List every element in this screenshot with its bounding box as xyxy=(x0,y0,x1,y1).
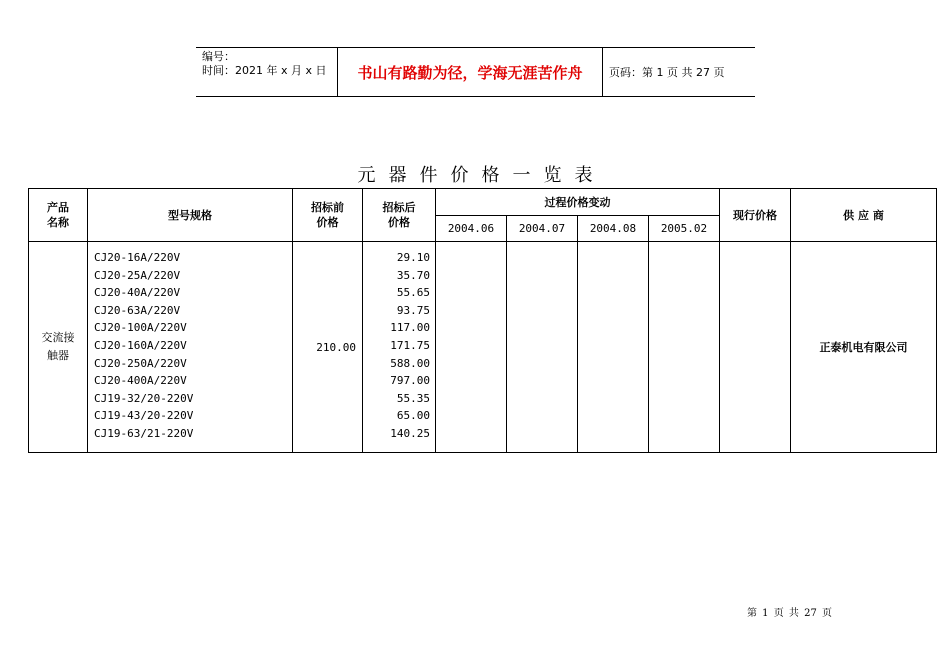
current-price-cell xyxy=(720,242,791,453)
post-bid-price-item: 93.75 xyxy=(396,303,430,317)
post-bid-price-item: 55.65 xyxy=(396,286,430,300)
header-meta xyxy=(196,48,338,96)
post-bid-text: 招标后 价格 xyxy=(382,201,416,229)
model-item: CJ20-400A/220V xyxy=(94,374,187,388)
category-cell xyxy=(29,242,88,453)
number-label: 编号： xyxy=(202,50,235,63)
price-table xyxy=(28,188,937,453)
header-pre-bid-price xyxy=(293,189,363,242)
period-header: 2004.06 xyxy=(436,216,507,242)
date-label: 时间：2021 年 x 月 x 日 xyxy=(202,64,327,77)
post-bid-price-item: 797.00 xyxy=(390,374,430,388)
model-item: CJ19-63/21-220V xyxy=(94,426,194,440)
document-header xyxy=(196,47,755,97)
page-footer: 第 1 页 共 27 页 xyxy=(747,608,832,619)
table-row xyxy=(29,242,937,453)
model-item: CJ20-25A/220V xyxy=(94,268,181,282)
post-bid-price-item: 171.75 xyxy=(390,338,430,352)
header-model-spec: 型号规格 xyxy=(88,189,293,242)
product-name-text: 产品 名称 xyxy=(47,201,69,229)
post-bid-price-item: 29.10 xyxy=(396,251,430,264)
motto: 书山有路勤为径，学海无涯苦作舟 xyxy=(338,48,603,96)
post-bid-price-item: 117.00 xyxy=(390,321,430,335)
category-text: 交流接 触器 xyxy=(41,331,75,362)
pre-bid-text: 招标前 价格 xyxy=(311,201,344,229)
price-2004-08-cell xyxy=(578,242,649,453)
post-bid-price-list xyxy=(363,242,436,453)
post-bid-price-item: 65.00 xyxy=(396,409,430,423)
model-item: CJ19-32/20-220V xyxy=(94,391,194,405)
price-2005-02-cell xyxy=(649,242,720,453)
header-price-changes: 过程价格变动 xyxy=(436,189,720,216)
model-list xyxy=(88,242,293,453)
model-item: CJ20-63A/220V xyxy=(94,303,181,317)
model-item: CJ20-160A/220V xyxy=(94,338,187,352)
header-product-name xyxy=(29,189,88,242)
header-current-price: 现行价格 xyxy=(720,189,791,242)
model-item: CJ19-43/20-220V xyxy=(94,409,194,423)
model-item: CJ20-100A/220V xyxy=(94,321,187,335)
post-bid-price-item: 55.35 xyxy=(396,391,430,405)
period-header: 2004.08 xyxy=(578,216,649,242)
model-item: CJ20-250A/220V xyxy=(94,356,187,370)
supplier-cell: 正泰机电有限公司 xyxy=(791,242,937,453)
model-item: CJ20-40A/220V xyxy=(94,286,181,300)
period-header: 2005.02 xyxy=(649,216,720,242)
page-title: 元器件价格一览表 xyxy=(357,165,606,186)
price-2004-07-cell xyxy=(507,242,578,453)
post-bid-price-item: 588.00 xyxy=(390,356,430,370)
pre-bid-price-cell: 210.00 xyxy=(293,242,363,453)
header-post-bid-price xyxy=(363,189,436,242)
price-2004-06-cell xyxy=(436,242,507,453)
post-bid-price-item: 35.70 xyxy=(396,268,430,282)
period-header: 2004.07 xyxy=(507,216,578,242)
header-supplier: 供 应 商 xyxy=(791,189,937,242)
page-info: 页码：第 1 页 共 27 页 xyxy=(609,66,725,79)
model-item: CJ20-16A/220V xyxy=(94,251,181,264)
post-bid-price-item: 140.25 xyxy=(390,426,430,440)
